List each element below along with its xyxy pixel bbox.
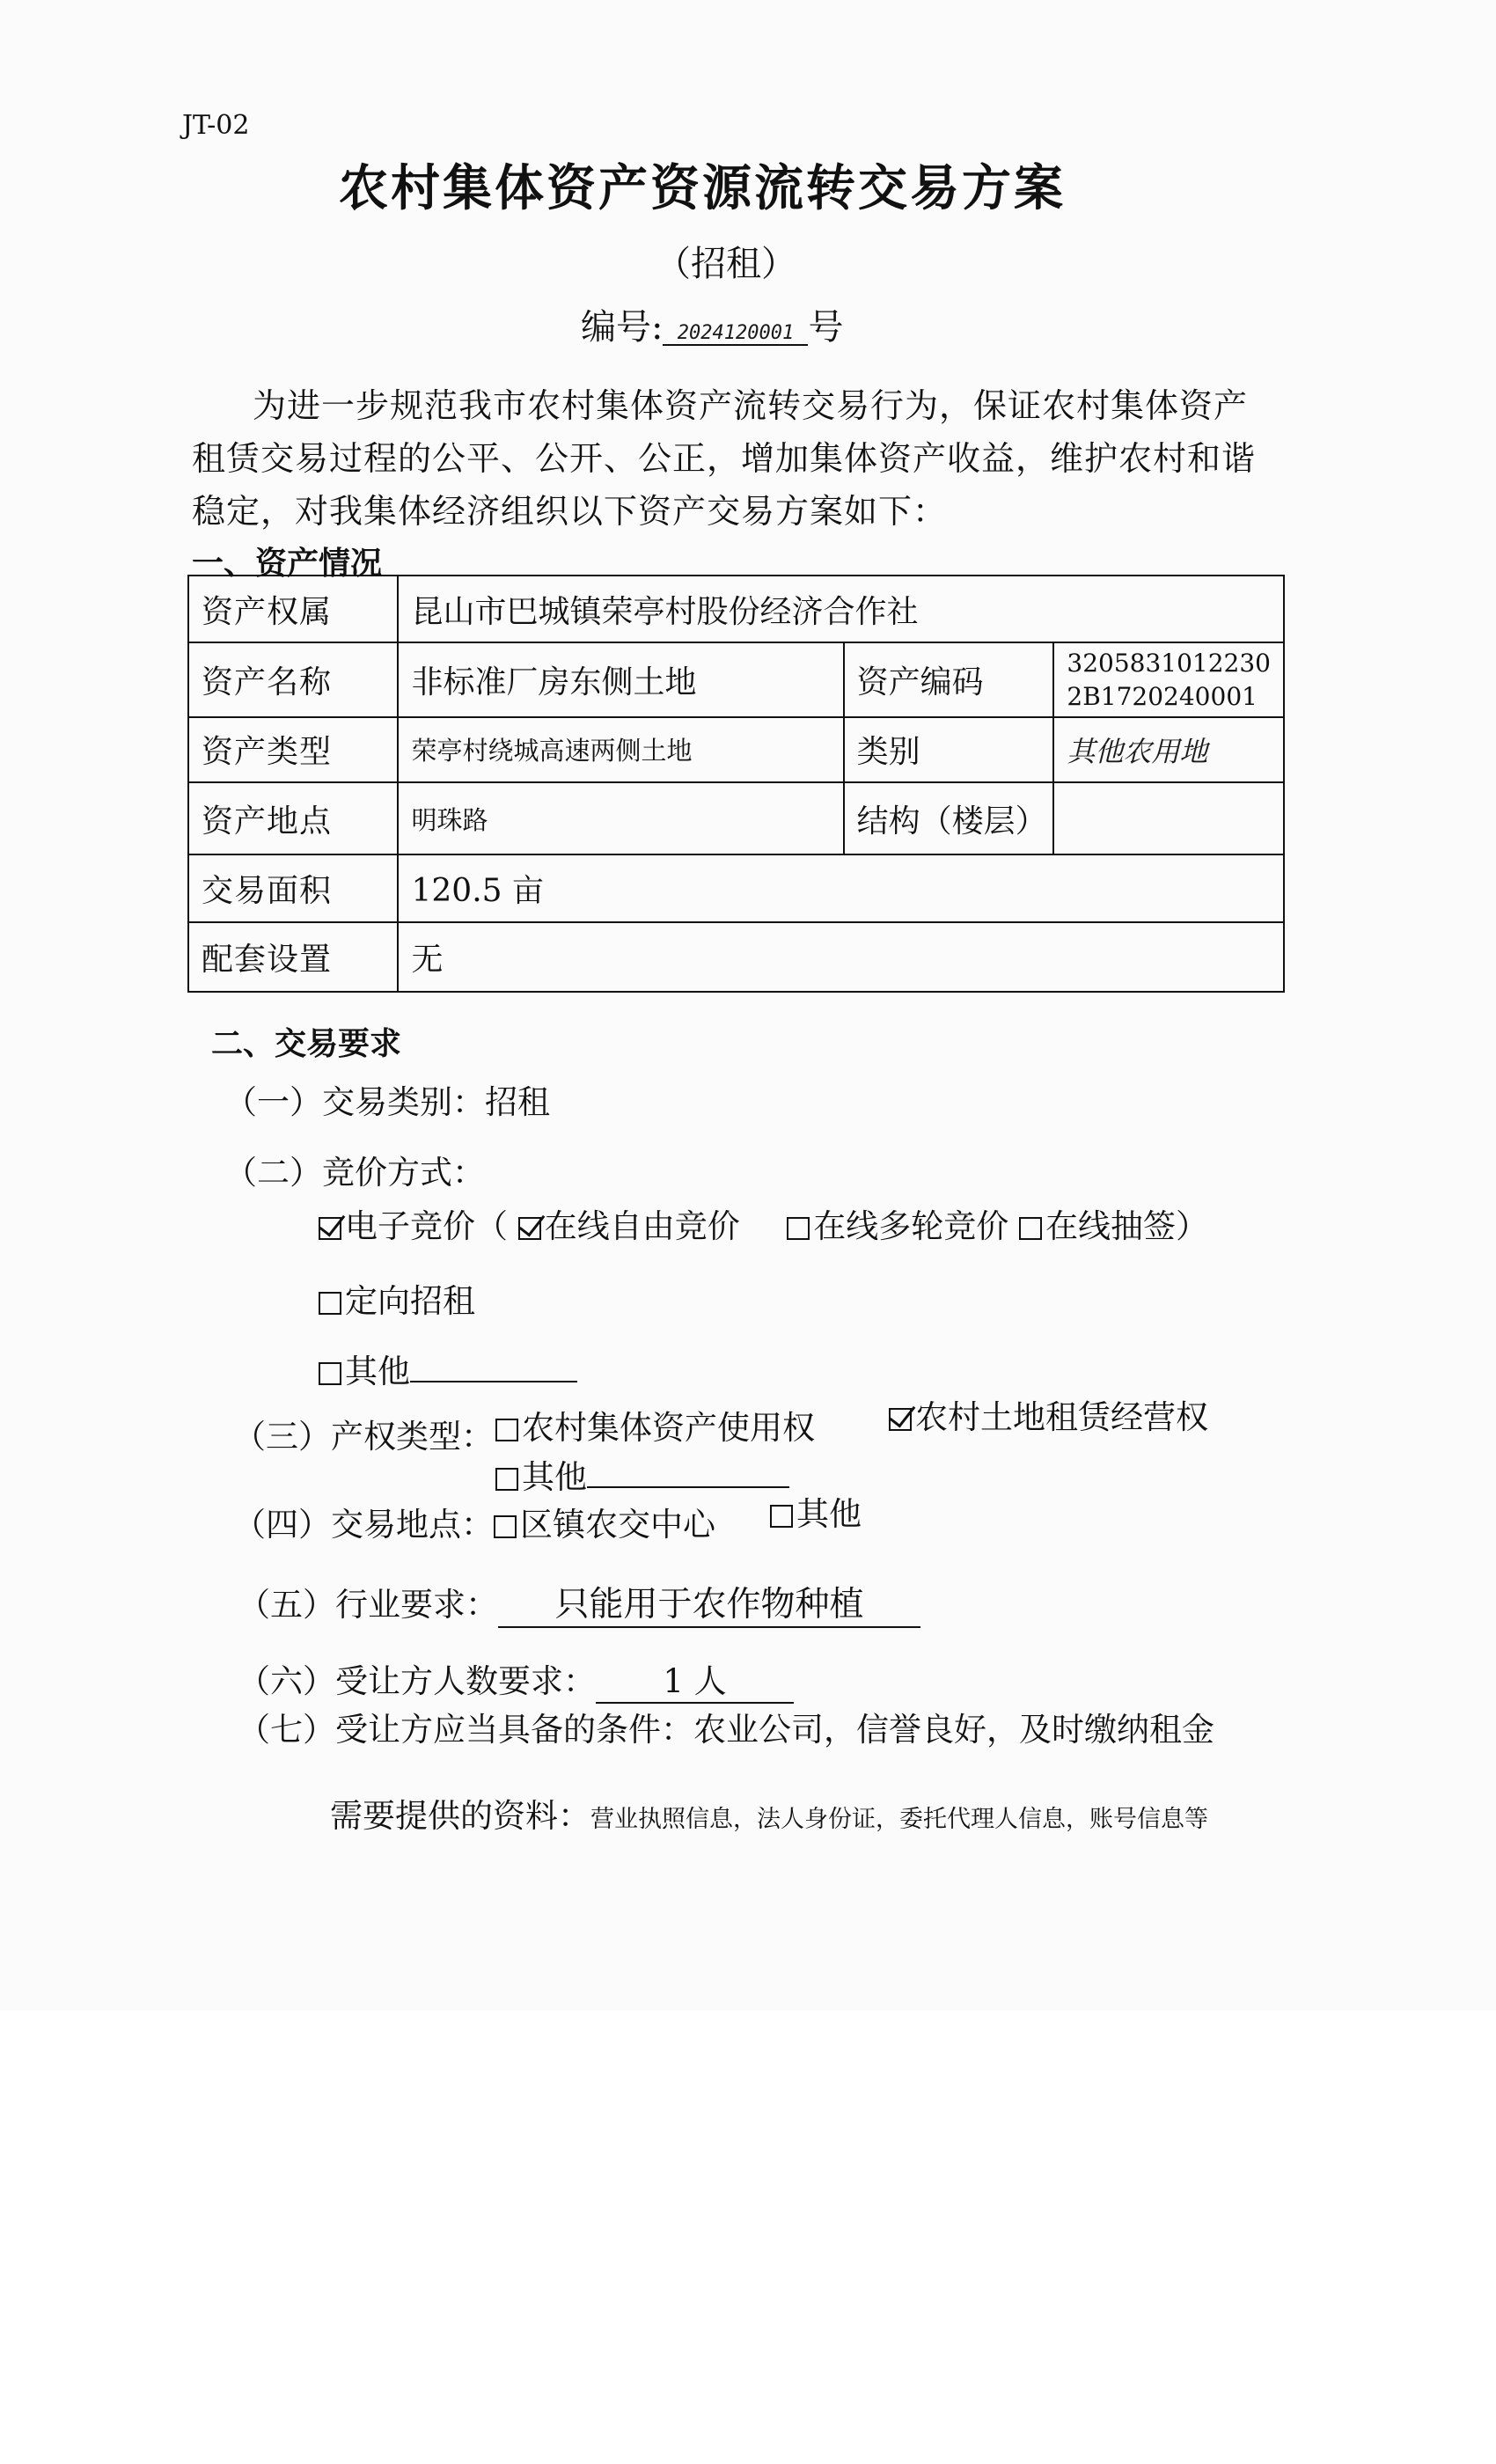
code-line-2: 2B1720240001 [1067, 681, 1258, 711]
asset-table [187, 575, 1285, 993]
item-7-label: （七）受让方应当具备的条件： [238, 1711, 693, 1749]
number-suffix: 号 [808, 307, 844, 348]
bid-online-multi-checkbox[interactable] [787, 1217, 810, 1240]
bid-other-option [319, 1345, 577, 1392]
item-5-value: 只能用于农作物种植 [498, 1577, 920, 1628]
item-6-value: 1 人 [596, 1654, 794, 1704]
document-code: JT-02 [182, 110, 250, 141]
right-other-label: 其他 [522, 1458, 587, 1496]
bid-other-blank[interactable] [410, 1354, 577, 1382]
location-label: 资产地点 [188, 782, 398, 855]
type-value: 荣亭村绕城高速两侧土地 [398, 717, 843, 782]
bid-method-options [319, 1199, 1208, 1247]
structure-label: 结构（楼层） [844, 782, 1054, 855]
right-opt1-checkbox[interactable] [495, 1419, 518, 1441]
code-label: 资产编码 [844, 642, 1054, 717]
intro-line-2: 租赁交易过程的公平、公开、公正，增加集体资产收益，维护农村和谐 [192, 439, 1257, 478]
item-5-label: （五）行业要求： [238, 1586, 498, 1624]
materials [330, 1789, 1208, 1837]
item-7-value: 农业公司，信誉良好，及时缴纳租金 [693, 1711, 1214, 1749]
place-opt1-checkbox[interactable] [494, 1515, 517, 1538]
section-1-heading: 一、资产情况 [192, 545, 383, 582]
item-4-label: （四）交易地点： [233, 1506, 494, 1544]
bid-electronic-label: 电子竞价（ [345, 1207, 508, 1245]
bid-directed-label: 定向招租 [345, 1282, 475, 1320]
right-opt1-label: 农村集体资产使用权 [522, 1409, 815, 1447]
item-7 [238, 1703, 1214, 1750]
item-4 [233, 1498, 715, 1545]
place-opt2-checkbox[interactable] [770, 1505, 793, 1528]
bid-directed-option [319, 1274, 475, 1322]
table-row [188, 922, 1284, 992]
intro-line-1: 为进一步规范我市农村集体资产流转交易行为，保证农村集体资产 [253, 386, 1249, 425]
materials-label: 需要提供的资料： [330, 1797, 590, 1835]
right-other-option [495, 1450, 789, 1498]
table-row [188, 576, 1284, 642]
bid-online-lottery-checkbox[interactable] [1019, 1217, 1042, 1240]
right-other-checkbox[interactable] [495, 1468, 518, 1491]
document-number [581, 299, 843, 349]
category-label: 类别 [844, 717, 1054, 782]
facility-label: 配套设置 [188, 922, 398, 992]
item-6 [238, 1654, 794, 1704]
item-6-label: （六）受让方人数要求： [238, 1662, 596, 1700]
right-opt2-label: 农村土地租赁经营权 [915, 1398, 1208, 1436]
name-value: 非标准厂房东侧土地 [398, 642, 843, 717]
bid-other-checkbox[interactable] [319, 1362, 341, 1385]
intro-line-3: 稳定，对我集体经济组织以下资产交易方案如下： [192, 492, 948, 531]
right-option-1 [495, 1401, 815, 1448]
place-opt1-label: 区镇农交中心 [520, 1506, 715, 1544]
area-label: 交易面积 [188, 854, 398, 921]
materials-value: 营业执照信息，法人身份证，委托代理人信息，账号信息等 [590, 1806, 1208, 1833]
area-value: 120.5 亩 [398, 854, 1284, 921]
item-2-label: （二）竞价方式： [224, 1154, 485, 1192]
facility-value: 无 [398, 922, 1284, 992]
item-1-value: 招租 [485, 1083, 550, 1121]
item-1-label: （一）交易类别： [224, 1083, 485, 1121]
right-other-blank[interactable] [587, 1460, 789, 1488]
number-value: 2024120001 [663, 322, 808, 346]
bid-online-free-checkbox[interactable] [518, 1217, 541, 1240]
table-row [188, 717, 1284, 782]
structure-value [1053, 782, 1284, 855]
page-subtitle: （招租） [656, 244, 796, 284]
owner-value: 昆山市巴城镇荣亭村股份经济合作社 [398, 576, 1284, 642]
bid-electronic-checkbox[interactable] [319, 1217, 341, 1240]
bid-other-label: 其他 [345, 1353, 410, 1390]
name-label: 资产名称 [188, 642, 398, 717]
code-line-1: 3205831012230 [1067, 648, 1271, 678]
bid-directed-checkbox[interactable] [319, 1292, 341, 1315]
bid-online-multi-label: 在线多轮竞价 [813, 1207, 1009, 1245]
bid-online-lottery-label: 在线抽签） [1045, 1207, 1209, 1245]
place-option-2 [770, 1487, 862, 1535]
table-row [188, 642, 1284, 717]
type-label: 资产类型 [188, 717, 398, 782]
section-2-heading: 二、交易要求 [211, 1025, 402, 1062]
number-label: 编号: [581, 307, 664, 348]
location-value: 明珠路 [398, 782, 843, 855]
table-row [188, 782, 1284, 855]
bid-online-free-label: 在线自由竞价 [544, 1207, 740, 1245]
category-value: 其他农用地 [1053, 717, 1284, 782]
owner-label: 资产权属 [188, 576, 398, 642]
item-5 [238, 1577, 920, 1628]
right-opt2-checkbox[interactable] [889, 1408, 912, 1431]
place-opt2-label: 其他 [796, 1495, 862, 1533]
code-value [1053, 642, 1284, 717]
item-3-label: （三）产权类型： [233, 1418, 494, 1456]
page-title: 农村集体资产资源流转交易方案 [339, 159, 1066, 217]
right-option-2 [889, 1390, 1208, 1438]
table-row [188, 854, 1284, 921]
item-1 [224, 1075, 550, 1123]
